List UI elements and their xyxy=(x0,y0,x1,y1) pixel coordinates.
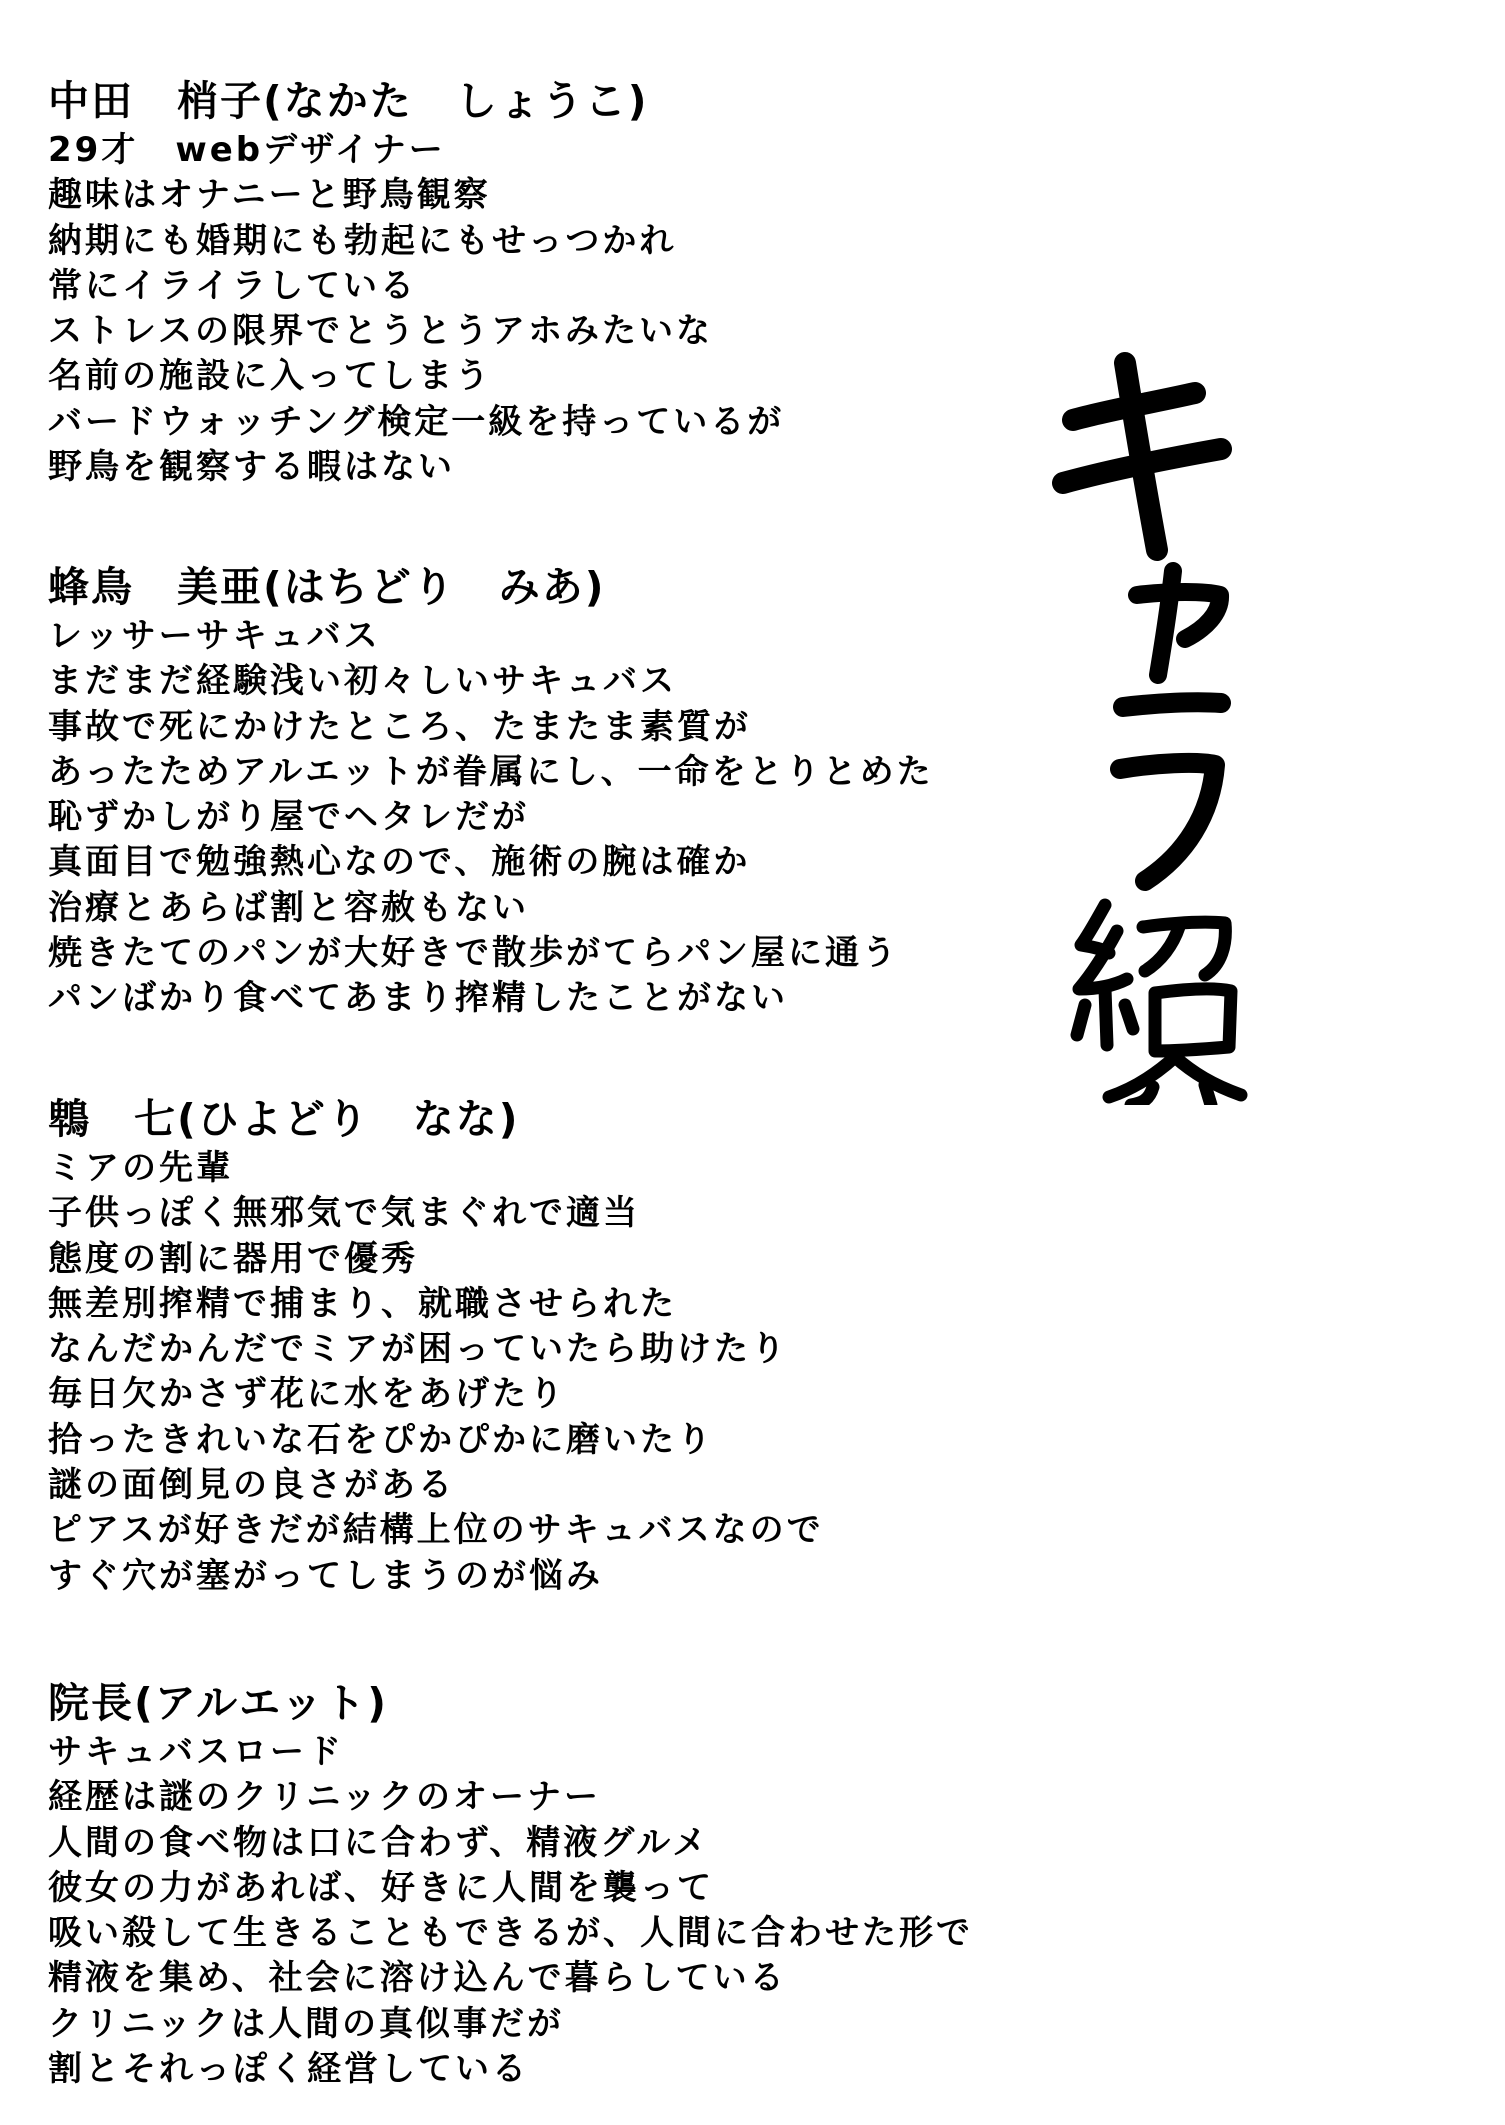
character-description xyxy=(48,614,1008,1022)
description-line: ストレスの限界でとうとうアホみたいな xyxy=(48,311,713,352)
description-line: すぐ穴が塞がってしまうのが悩み xyxy=(48,1555,603,1596)
description-line: クリニックは人間の真似事だが xyxy=(48,2003,564,2044)
description-line: ピアスが好きだが結構上位のサキュバスなので xyxy=(48,1510,824,1551)
description-line: 常にイライラしている xyxy=(48,265,417,306)
character-name: 中田 梢子(なかた しょうこ) xyxy=(48,77,649,125)
description-line: 謎の面倒見の良さがある xyxy=(48,1465,455,1506)
title-char-sho xyxy=(1077,905,1231,1051)
description-line: 子供っぽく無邪気で気まぐれで適当 xyxy=(48,1193,640,1234)
description-line: 恥ずかしがり屋でヘタレだが xyxy=(48,797,529,838)
title-char-kai xyxy=(1109,1057,1241,1105)
description-line: 納期にも婚期にも勃起にもせっつかれ xyxy=(48,220,677,261)
description-line: サキュバスロード xyxy=(48,1732,344,1772)
description-line: なんだかんだでミアが困っていたら助けたり xyxy=(48,1329,788,1370)
title-char-ki xyxy=(1063,363,1221,550)
description-line: 精液を集め、社会に溶け込んで暮らしている xyxy=(48,1958,787,1999)
description-line: 治療とあらば割と容赦もない xyxy=(48,887,529,928)
description-line: 経歴は謎のクリニックのオーナー xyxy=(48,1777,601,1818)
character-description xyxy=(48,128,1008,490)
title-char-ya xyxy=(1137,571,1220,675)
description-line: 野鳥を観察する暇はない xyxy=(48,447,455,488)
description-line: 事故で死にかけたところ、たまたま素質が xyxy=(48,706,751,747)
character-name: 院長(アルエット) xyxy=(48,1679,389,1727)
description-line: まだまだ経験浅い初々しいサキュバス xyxy=(48,661,677,702)
description-line: あったためアルエットが眷属にし、一命をとりとめた xyxy=(48,751,934,792)
description-line: パンばかり食べてあまり搾精したことがない xyxy=(48,978,788,1019)
description-line: 人間の食べ物は口に合わず、精液グルメ xyxy=(48,1822,710,1863)
character-description xyxy=(48,1146,1008,1599)
character-name: 鵯 七(ひよどり なな) xyxy=(48,1095,520,1143)
handwritten-title xyxy=(1045,345,1275,1105)
character-section-shoko xyxy=(48,74,1008,490)
description-line: 趣味はオナニーと野鳥観察 xyxy=(48,175,491,216)
description-line: 割とそれっぽく経営している xyxy=(48,2049,529,2090)
title-char-ra xyxy=(1120,702,1221,881)
description-line: レッサーサキュバス xyxy=(48,616,381,656)
character-section-nana xyxy=(48,1092,1008,1599)
character-description xyxy=(48,1730,1008,2092)
description-line: 拾ったきれいな石をぴかぴかに磨いたり xyxy=(48,1419,714,1460)
description-line: ミアの先輩 xyxy=(48,1148,233,1188)
character-section-alouette xyxy=(48,1676,1008,2092)
description-line: 吸い殺して生きることもできるが、人間に合わせた形で xyxy=(48,1913,973,1954)
character-name: 蜂鳥 美亜(はちどり みあ) xyxy=(48,563,606,611)
description-line: 毎日欠かさず花に水をあげたり xyxy=(48,1374,566,1415)
description-line: 焼きたてのパンが大好きで散歩がてらパン屋に通う xyxy=(48,933,899,974)
description-line: バードウォッチング検定一級を持っているが xyxy=(48,401,785,442)
description-line: 名前の施設に入ってしまう xyxy=(48,356,492,397)
description-line: 彼女の力があれば、好きに人間を襲って xyxy=(48,1867,714,1908)
description-line: 無差別搾精で捕まり、就職させられた xyxy=(48,1283,677,1324)
description-line: 29才 webデザイナー xyxy=(48,130,446,170)
character-section-mia xyxy=(48,560,1008,1022)
description-line: 真面目で勉強熱心なので、施術の腕は確か xyxy=(48,842,751,883)
description-line: 態度の割に器用で優秀 xyxy=(48,1238,418,1279)
